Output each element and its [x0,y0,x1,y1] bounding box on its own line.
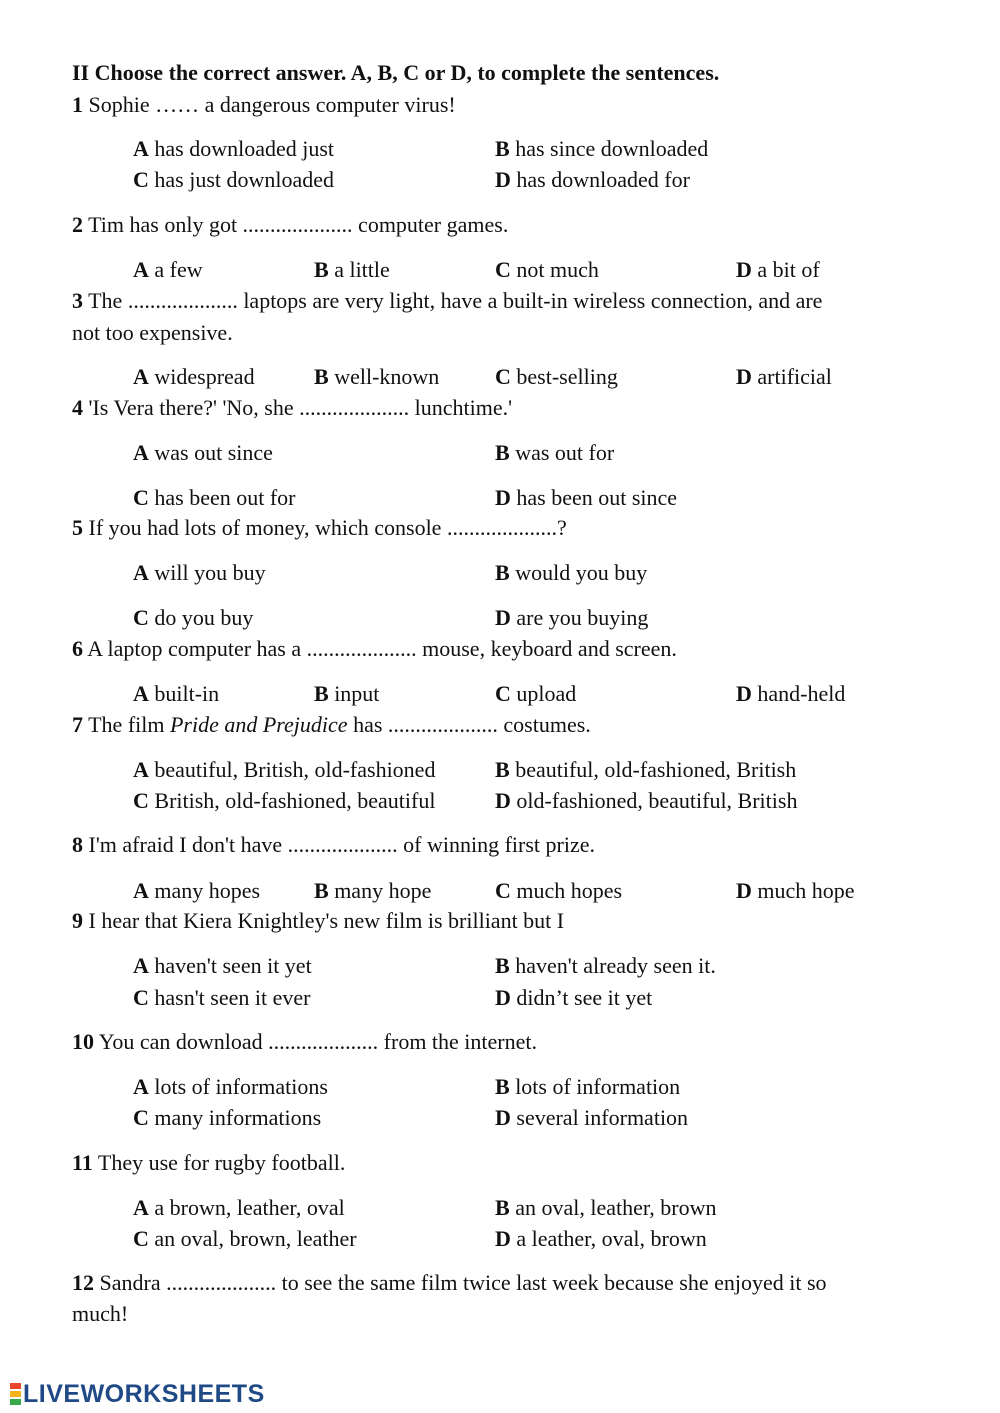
q8-option-d[interactable]: D much hope [736,878,855,903]
film-title: Pride and Prejudice [169,712,348,737]
q2-option-a[interactable]: A a few [133,257,203,282]
q6-option-b[interactable]: B input [314,681,380,706]
q2-option-d[interactable]: D a bit of [736,257,820,282]
logo-stripe-2 [10,1391,21,1397]
liveworksheets-logo [10,1381,265,1407]
question-11: 11 They use for rugby football. [72,1150,346,1175]
q1-option-a[interactable]: A has downloaded just [133,136,335,161]
q3-option-b[interactable]: B well-known [314,364,440,389]
question-6: 6 A laptop computer has a .................... mouse, keyboard and screen. [72,636,677,661]
q5-option-a[interactable]: A will you buy [133,560,266,585]
q3-option-c[interactable]: C best-selling [495,364,618,389]
q10-option-d[interactable]: D several information [495,1105,689,1130]
q7-option-b[interactable]: B beautiful, old-fashioned, British [495,757,797,782]
q11-option-b[interactable]: B an oval, leather, brown [495,1195,717,1220]
logo-stripe-3 [10,1399,21,1405]
section-heading: II Choose the correct answer. A, B, C or D, to complete the sentences. [72,60,720,85]
q10-option-a[interactable]: A lots of informations [133,1074,328,1099]
q7-option-d[interactable]: D old-fashioned, beautiful, British [495,788,798,813]
q1-option-b[interactable]: B has since downloaded [495,136,709,161]
q5-option-c[interactable]: C do you buy [133,605,254,630]
q9-option-b[interactable]: B haven't already seen it. [495,953,716,978]
q4-option-d[interactable]: D has been out since [495,485,678,510]
q8-option-b[interactable]: B many hope [314,878,432,903]
question-10: 10 You can download .................... from the internet. [72,1029,538,1054]
question-5: 5 If you had lots of money, which console ....................? [72,515,567,540]
q6-option-d[interactable]: D hand-held [736,681,846,706]
logo-text: LIVEWORKSHEETS [23,1379,265,1408]
logo-stripe-1 [10,1383,21,1389]
q9-option-c[interactable]: C hasn't seen it ever [133,985,311,1010]
q2-option-c[interactable]: C not much [495,257,599,282]
question-12: 12 Sandra .................... to see the same film twice last week because she enjoyed it so [72,1270,827,1295]
q1-option-c[interactable]: C has just downloaded [133,167,335,192]
question-1: 1 Sophie …… a dangerous computer virus! [72,92,456,117]
q4-option-b[interactable]: B was out for [495,440,615,465]
q1-option-d[interactable]: D has downloaded for [495,167,690,192]
q8-option-c[interactable]: C much hopes [495,878,623,903]
question-8: 8 I'm afraid I don't have .................... of winning first prize. [72,832,595,857]
q9-option-d[interactable]: D didn’t see it yet [495,985,653,1010]
question-3-cont: not too expensive. [72,320,233,345]
q9-option-a[interactable]: A haven't seen it yet [133,953,312,978]
q4-option-c[interactable]: C has been out for [133,485,296,510]
q3-option-d[interactable]: D artificial [736,364,832,389]
q5-option-b[interactable]: B would you buy [495,560,648,585]
logo-icon [10,1383,21,1405]
question-4: 4 'Is Vera there?' 'No, she .................... lunchtime.' [72,395,513,420]
question-2: 2 Tim has only got .................... computer games. [72,212,509,237]
question-12-cont: much! [72,1301,129,1326]
q11-option-c[interactable]: C an oval, brown, leather [133,1226,357,1251]
q7-option-a[interactable]: A beautiful, British, old-fashioned [133,757,436,782]
q8-option-a[interactable]: A many hopes [133,878,261,903]
q10-option-c[interactable]: C many informations [133,1105,322,1130]
q10-option-b[interactable]: B lots of information [495,1074,681,1099]
question-3: 3 The .................... laptops are very light, have a built-in wireless connection, and are [72,288,823,313]
q2-option-b[interactable]: B a little [314,257,390,282]
question-9: 9 I hear that Kiera Knightley's new film is brilliant but I [72,908,565,933]
q11-option-a[interactable]: A a brown, leather, oval [133,1195,345,1220]
q3-option-a[interactable]: A widespread [133,364,255,389]
q4-option-a[interactable]: A was out since [133,440,273,465]
question-7: 7 The film Pride and Prejudice has .................... costumes. [72,712,591,737]
q5-option-d[interactable]: D are you buying [495,605,649,630]
q6-option-c[interactable]: C upload [495,681,577,706]
q6-option-a[interactable]: A built-in [133,681,220,706]
q11-option-d[interactable]: D a leather, oval, brown [495,1226,707,1251]
q7-option-c[interactable]: C British, old-fashioned, beautiful [133,788,436,813]
